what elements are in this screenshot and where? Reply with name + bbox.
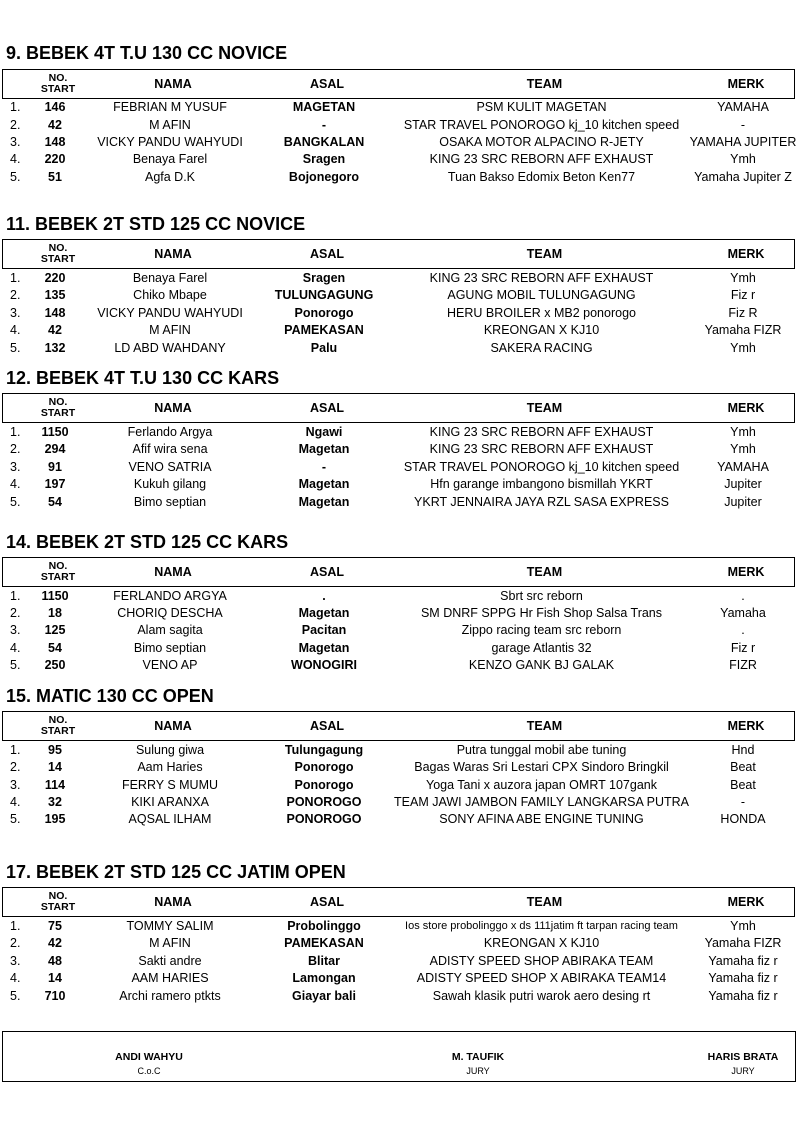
table-row: 1. 95 Sulung giwa Tulungagung Putra tunggal mobil abe tuning Hnd (10, 743, 755, 757)
header-nama: NAMA (154, 247, 192, 261)
table-row: 2. 18 CHORIQ DESCHA Magetan SM DNRF SPPG Hr Fish Shop Salsa Trans Yamaha (10, 606, 766, 620)
signature-name: M. TAUFIK (451, 1051, 505, 1063)
table-row: 3. 148 VICKY PANDU WAHYUDI BANGKALAN OSAKA MOTOR ALPACINO R-JETY YAMAHA JUPITER (10, 135, 797, 149)
table-row: 5. 195 AQSAL ILHAM PONOROGO SONY AFINA ABE ENGINE TUNING HONDA (10, 812, 766, 826)
section-title: 9. BEBEK 4T T.U 130 CC NOVICE (6, 43, 288, 63)
table-row: 2. 294 Afif wira sena Magetan KING 23 SRC REBORN AFF EXHAUST Ymh (10, 442, 756, 456)
table-row: 4. 220 Benaya Farel Sragen KING 23 SRC REBORN AFF EXHAUST Ymh (10, 152, 756, 166)
header-merk: MERK (727, 401, 765, 415)
signature-coc (89, 1051, 209, 1076)
table-row: 4. 54 Bimo septian Magetan garage Atlantis 32 Fiz r (10, 641, 756, 655)
header-team: TEAM (526, 565, 563, 579)
section-title: 11. BEBEK 2T STD 125 CC NOVICE (6, 214, 306, 234)
table-row: 3. 114 FERRY S MUMU Ponorogo Yoga Tani x auzora japan OMRT 107gank Beat (10, 778, 756, 792)
table-row: 4. 32 KIKI ARANXA PONOROGO TEAM JAWI JAMBON FAMILY LANGKARSA PUTRA - (10, 795, 746, 809)
table-header (2, 557, 795, 587)
header-asal: ASAL (309, 895, 345, 909)
signature-role: JURY (466, 1066, 490, 1076)
table-header (2, 69, 795, 99)
table-row: 2. 42 M AFIN - STAR TRAVEL PONOROGO kj_10 kitchen speed - (10, 118, 746, 132)
table-row: 2. 42 M AFIN PAMEKASAN KREONGAN X KJ10 Yamaha FIZR (10, 936, 782, 950)
table-row: 3. 125 Alam sagita Pacitan Zippo racing team src reborn . (10, 623, 745, 637)
signature-box (2, 1031, 796, 1082)
header-asal: ASAL (309, 77, 345, 91)
header-team: TEAM (526, 895, 563, 909)
header-nama: NAMA (154, 719, 192, 733)
table-row: 1. 1150 FERLANDO ARGYA . Sbrt src reborn . (10, 589, 745, 603)
header-merk: MERK (727, 895, 765, 909)
table-row: 2. 135 Chiko Mbape TULUNGAGUNG AGUNG MOBIL TULUNGAGUNG Fiz r (10, 288, 756, 302)
table-header (2, 887, 795, 917)
table-row: 3. 48 Sakti andre Blitar ADISTY SPEED SHOP ABIRAKA TEAM Yamaha fiz r (10, 954, 778, 968)
table-header (2, 393, 795, 423)
signature-name: ANDI WAHYU (115, 1051, 183, 1063)
header-merk: MERK (727, 247, 765, 261)
header-team: TEAM (526, 719, 563, 733)
header-no: NO. START (40, 714, 76, 737)
signature-name: HARIS BRATA (707, 1051, 779, 1063)
header-no: NO. START (40, 72, 76, 95)
table-row: 4. 14 AAM HARIES Lamongan ADISTY SPEED SHOP X ABIRAKA TEAM14 Yamaha fiz r (10, 971, 778, 985)
header-merk: MERK (727, 77, 765, 91)
section-title: 12. BEBEK 4T T.U 130 CC KARS (6, 368, 280, 388)
header-asal: ASAL (309, 247, 345, 261)
header-nama: NAMA (154, 401, 192, 415)
signature-role: C.o.C (137, 1066, 161, 1076)
header-team: TEAM (526, 247, 563, 261)
table-row: 2. 14 Aam Haries Ponorogo Bagas Waras Sri Lestari CPX Sindoro Bringkil Beat (10, 760, 756, 774)
header-asal: ASAL (309, 401, 345, 415)
header-merk: MERK (727, 719, 765, 733)
section-title: 15. MATIC 130 CC OPEN (6, 686, 214, 706)
header-team: TEAM (526, 77, 563, 91)
header-asal: ASAL (309, 719, 345, 733)
header-merk: MERK (727, 565, 765, 579)
table-row: 3. 148 VICKY PANDU WAHYUDI Ponorogo HERU BROILER x MB2 ponorogo Fiz R (10, 306, 758, 320)
header-no: NO. START (40, 890, 76, 913)
signature-role: JURY (731, 1066, 755, 1076)
table-row: 5. 51 Agfa D.K Bojonegoro Tuan Bakso Edomix Beton Ken77 Yamaha Jupiter Z (10, 170, 792, 184)
table-row: 4. 197 Kukuh gilang Magetan Hfn garange imbangono bismillah YKRT Jupiter (10, 477, 762, 491)
header-no: NO. START (40, 242, 76, 265)
table-row: 5. 54 Bimo septian Magetan YKRT JENNAIRA JAYA RZL SASA EXPRESS Jupiter (10, 495, 762, 509)
table-row: 3. 91 VENO SATRIA - STAR TRAVEL PONOROGO kj_10 kitchen speed YAMAHA (10, 460, 769, 474)
table-row: 1. 1150 Ferlando Argya Ngawi KING 23 SRC REBORN AFF EXHAUST Ymh (10, 425, 756, 439)
header-nama: NAMA (154, 77, 192, 91)
signature-jury-2 (683, 1051, 800, 1076)
header-no: NO. START (40, 560, 76, 583)
header-team: TEAM (526, 401, 563, 415)
table-row: 5. 132 LD ABD WAHDANY Palu SAKERA RACING Ymh (10, 341, 756, 355)
table-row: 1. 220 Benaya Farel Sragen KING 23 SRC REBORN AFF EXHAUST Ymh (10, 271, 756, 285)
header-asal: ASAL (309, 565, 345, 579)
table-header (2, 711, 795, 741)
header-nama: NAMA (154, 565, 192, 579)
header-nama: NAMA (154, 895, 192, 909)
table-row: 4. 42 M AFIN PAMEKASAN KREONGAN X KJ10 Yamaha FIZR (10, 323, 782, 337)
section-title: 17. BEBEK 2T STD 125 CC JATIM OPEN (6, 862, 346, 882)
signature-jury-1 (418, 1051, 538, 1076)
table-row: 1. 75 TOMMY SALIM Probolinggo Ios store probolinggo x ds 111jatim ft tarpan racing team Ymh (10, 919, 756, 933)
table-row: 1. 146 FEBRIAN M YUSUF MAGETAN PSM KULIT MAGETAN YAMAHA (10, 100, 769, 114)
table-header (2, 239, 795, 269)
table-row: 5. 250 VENO AP WONOGIRI KENZO GANK BJ GALAK FIZR (10, 658, 757, 672)
header-no: NO. START (40, 396, 76, 419)
section-title: 14. BEBEK 2T STD 125 CC KARS (6, 532, 289, 552)
table-row: 5. 710 Archi ramero ptkts Giayar bali Sawah klasik putri warok aero desing rt Yamaha fiz r (10, 989, 778, 1003)
